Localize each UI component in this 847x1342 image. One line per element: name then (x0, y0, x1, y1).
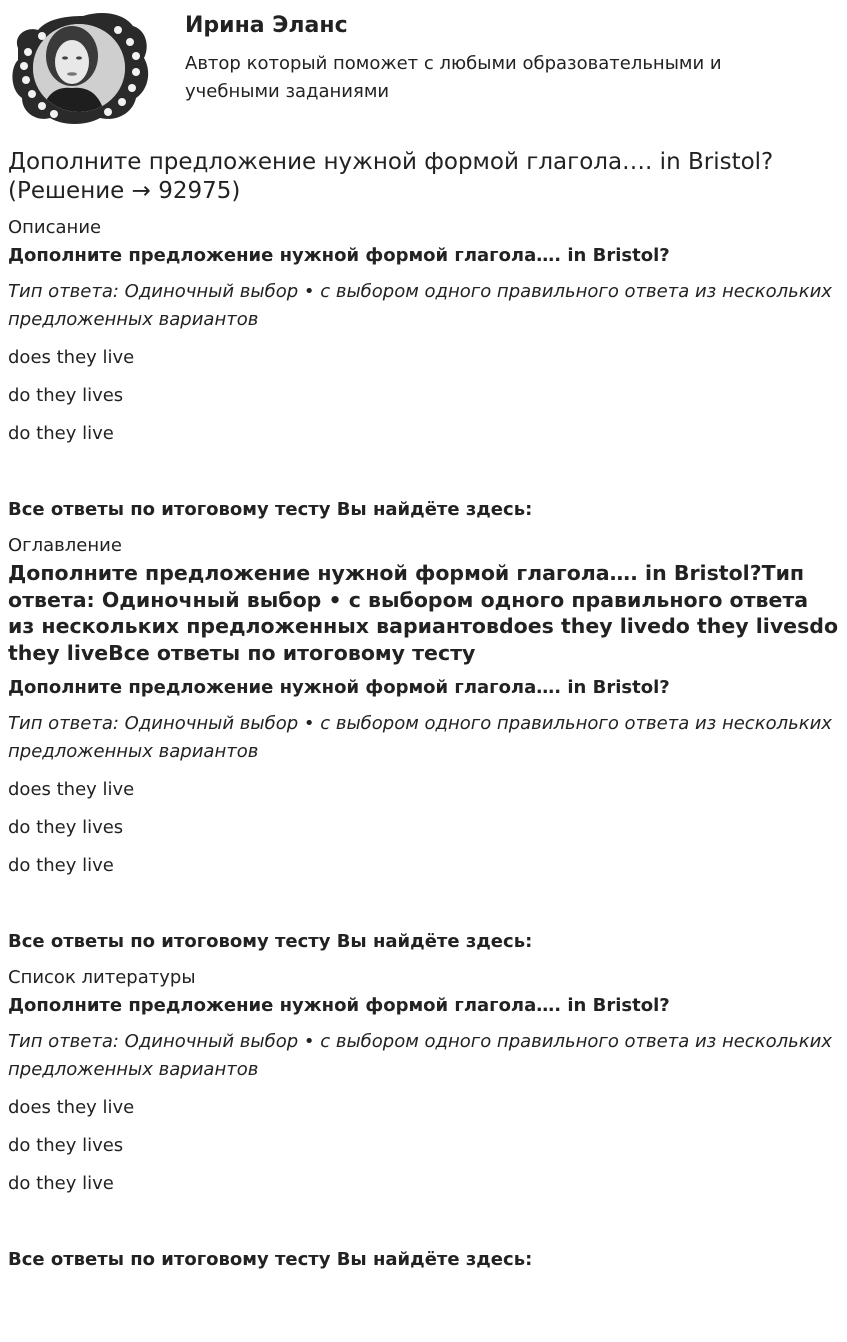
question-text: Дополните предложение нужной формой глагола…. in Bristol? (8, 245, 670, 266)
toc-link[interactable]: Дополните предложение нужной формой глагола…. in Bristol?Тип ответа: Одиночный выбор • с выбором одного правильного ответа из нескольких предложенных вариантовdoes they livedo they livesdo they liveВсе ответы по итоговому тесту (8, 561, 839, 665)
toc-section (8, 534, 839, 954)
author-header (0, 0, 847, 136)
all-answers-text: Все ответы по итоговому тесту Вы найдёте здесь: (8, 499, 533, 520)
literature-label: Список литературы (8, 967, 196, 988)
answer-option: do they live (8, 855, 114, 876)
answer-type: Тип ответа: Одиночный выбор • с выбором одного правильного ответа из нескольких предложенных вариантов (8, 281, 832, 330)
all-answers-text: Все ответы по итоговому тесту Вы найдёте здесь: (8, 931, 533, 952)
description-label: Описание (8, 217, 102, 238)
all-answers-text: Все ответы по итоговому тесту Вы найдёте здесь: (8, 1249, 533, 1270)
main-content (0, 148, 847, 1272)
author-photo-frame-icon (8, 8, 150, 126)
answer-option: do they live (8, 1173, 114, 1194)
literature-section (8, 966, 839, 1272)
answer-option: do they live (8, 423, 114, 444)
question-text: Дополните предложение нужной формой глагола…. in Bristol? (8, 995, 670, 1016)
author-description: Автор который поможет с любыми образовательными и учебными заданиями (185, 53, 722, 102)
page-title: Дополните предложение нужной формой глагола…. in Bristol? (Решение → 92975) (8, 149, 774, 204)
answer-option: do they lives (8, 1135, 124, 1156)
answer-option: does they live (8, 1097, 135, 1118)
answer-option: does they live (8, 779, 135, 800)
answer-option: do they lives (8, 817, 124, 838)
answer-type: Тип ответа: Одиночный выбор • с выбором одного правильного ответа из нескольких предложенных вариантов (8, 1031, 832, 1080)
description-section (8, 216, 839, 522)
question-text: Дополните предложение нужной формой глагола…. in Bristol? (8, 677, 670, 698)
toc-label: Оглавление (8, 535, 122, 556)
answer-option: does they live (8, 347, 135, 368)
answer-option: do they lives (8, 385, 124, 406)
answer-type: Тип ответа: Одиночный выбор • с выбором одного правильного ответа из нескольких предложенных вариантов (8, 713, 832, 762)
author-name[interactable]: Ирина Эланс (185, 13, 348, 38)
